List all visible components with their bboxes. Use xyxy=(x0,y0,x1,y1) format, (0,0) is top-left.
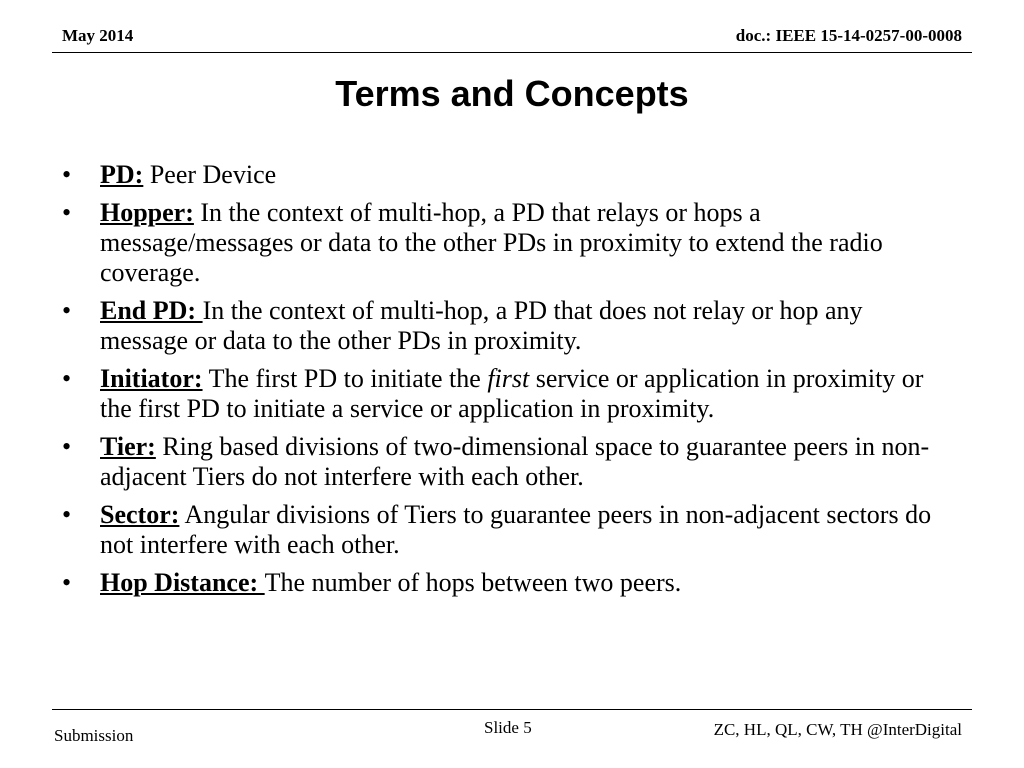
term-definition: The number of hops between two peers. xyxy=(264,568,682,597)
slide-title: Terms and Concepts xyxy=(335,73,689,114)
term-label: PD: xyxy=(100,160,144,189)
footer-authors: ZC, HL, QL, CW, TH @InterDigital xyxy=(713,720,962,739)
header-date: May 2014 xyxy=(62,26,134,45)
term-label: Tier: xyxy=(100,432,156,461)
term-label: Hopper: xyxy=(100,198,194,227)
bullet-icon: • xyxy=(62,160,72,189)
bullet-item-pd xyxy=(62,160,942,190)
bullet-list xyxy=(62,160,942,606)
term-definition: In the context of multi-hop, a PD that relays or hops a message/messages or data to the other PDs in proximity to extend the radio coverage. xyxy=(100,198,883,287)
bullet-icon: • xyxy=(62,568,72,597)
term-definition: Angular divisions of Tiers to guarantee peers in non-adjacent sectors do not interfere with each other. xyxy=(100,500,932,559)
footer-submission: Submission xyxy=(54,726,134,745)
term-label: Sector: xyxy=(100,500,180,529)
bullet-item-sector xyxy=(62,500,942,560)
bullet-icon: • xyxy=(62,500,72,529)
term-definition-cont: service or application in proximity or the first PD to initiate a service or application in proximity. xyxy=(100,364,924,423)
bullet-item-initiator xyxy=(62,364,942,424)
bullet-icon: • xyxy=(62,296,72,325)
bullet-item-hopper xyxy=(62,198,942,288)
term-label: Hop Distance: xyxy=(100,568,265,597)
term-definition: Ring based divisions of two-dimensional space to guarantee peers in non-adjacent Tiers do not interfere with each other. xyxy=(100,432,930,491)
bullet-icon: • xyxy=(62,364,72,393)
bullet-item-hop-distance xyxy=(62,568,942,598)
bullet-icon: • xyxy=(62,432,72,461)
term-definition: Peer Device xyxy=(143,160,277,189)
bullet-item-tier xyxy=(62,432,942,492)
term-label: End PD: xyxy=(100,296,203,325)
header-doc-id: doc.: IEEE 15-14-0257-00-0008 xyxy=(735,26,962,45)
term-definition: The first PD to initiate the xyxy=(202,364,488,393)
footer-divider xyxy=(52,709,972,710)
bullet-icon: • xyxy=(62,198,72,227)
header-divider xyxy=(52,52,972,53)
term-label: Initiator: xyxy=(100,364,203,393)
term-emphasis: first xyxy=(487,364,530,393)
bullet-item-end-pd xyxy=(62,296,942,356)
term-definition: In the context of multi-hop, a PD that does not relay or hop any message or data to the other PDs in proximity. xyxy=(100,296,863,355)
footer-slide-number: Slide 5 xyxy=(484,718,532,737)
